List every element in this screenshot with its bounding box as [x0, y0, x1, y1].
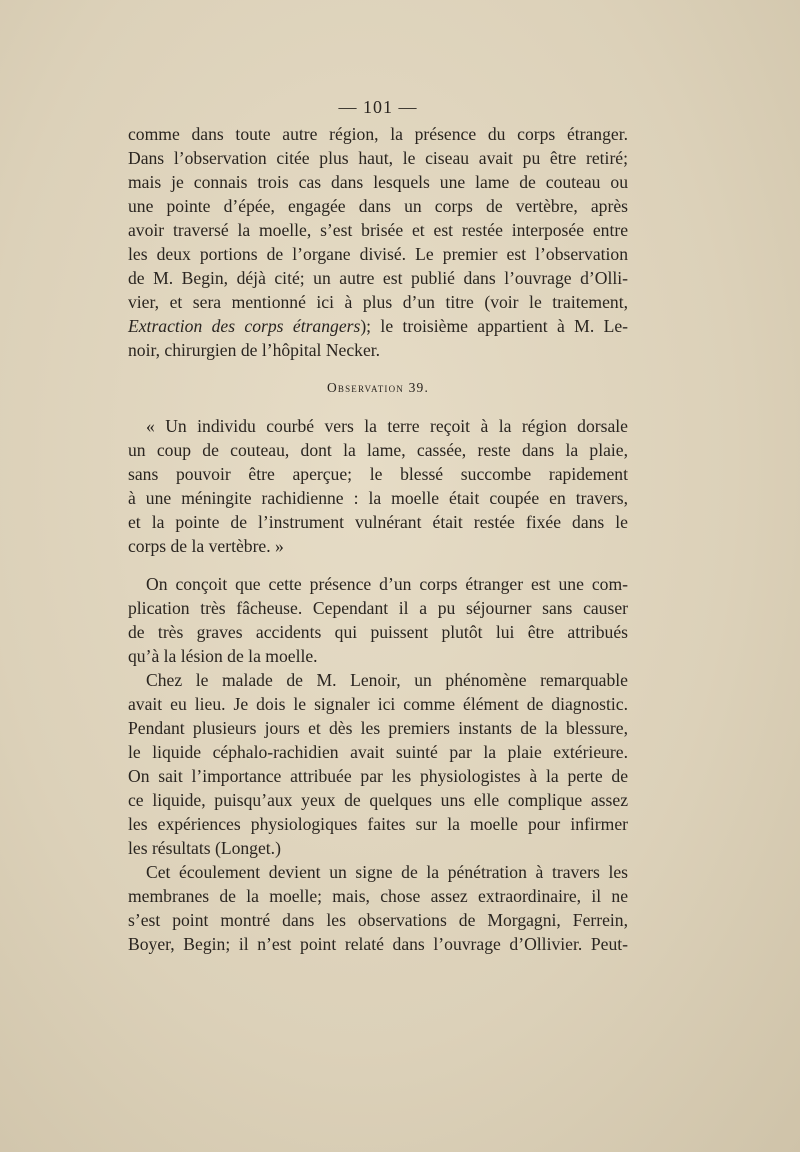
- italic-title: Extraction des corps étrangers: [128, 316, 361, 336]
- paragraph-4: [128, 860, 628, 956]
- text-line: les résultats (Longet.): [128, 838, 281, 858]
- text-line: Cet écoulement devient un signe de la pénétration à travers les: [146, 862, 628, 882]
- text-line: s’est point montré dans les observations de Morgagni, Ferrein,: [128, 910, 628, 930]
- text-line: membranes de la moelle; mais, chose assez extraordinaire, il ne: [128, 886, 628, 906]
- text-fragment: ); le troisième appartient à M. Le-: [360, 316, 628, 336]
- text-line: les deux portions de l’organe divisé. Le premier est l’observation: [128, 244, 628, 264]
- paragraph-2: [128, 572, 628, 668]
- text-line: Boyer, Begin; il n’est point relaté dans l’ouvrage d’Ollivier. Peut-: [128, 934, 628, 954]
- paragraph-1: [128, 122, 628, 362]
- text-line: avait eu lieu. Je dois le signaler ici comme élément de diagnostic.: [128, 694, 628, 714]
- text-line: un coup de couteau, dont la lame, cassée, reste dans la plaie,: [128, 440, 628, 460]
- text-line: une pointe d’épée, engagée dans un corps de vertèbre, après: [128, 196, 628, 216]
- text-line: « Un individu courbé vers la terre reçoit à la région dorsale: [146, 416, 628, 436]
- text-line: les expériences physiologiques faites sur la moelle pour infirmer: [128, 814, 628, 834]
- text-line: ce liquide, puisqu’aux yeux de quelques uns elle complique assez: [128, 790, 628, 810]
- text-line: corps de la vertèbre. »: [128, 536, 284, 556]
- text-line: plication très fâcheuse. Cependant il a pu séjourner sans causer: [128, 598, 628, 618]
- text-line: Pendant plusieurs jours et dès les premiers instants de la blessure,: [128, 718, 628, 738]
- text-line: On conçoit que cette présence d’un corps étranger est une com-: [146, 574, 628, 594]
- text-line: mais je connais trois cas dans lesquels une lame de couteau ou: [128, 172, 628, 192]
- text-line: vier, et sera mentionné ici à plus d’un titre (voir le traitement,: [128, 292, 628, 312]
- text-line: et la pointe de l’instrument vulnérant était restée fixée dans le: [128, 512, 628, 532]
- observation-heading: Observation 39.: [326, 380, 430, 395]
- text-line: On sait l’importance attribuée par les physiologistes à la perte de: [128, 766, 628, 786]
- text-line: de très graves accidents qui puissent plutôt lui être attribués: [128, 622, 628, 642]
- text-line: avoir traversé la moelle, s’est brisée et est restée interposée entre: [128, 220, 628, 240]
- page-number: — 101 —: [338, 97, 418, 117]
- text-line: à une méningite rachidienne : la moelle était coupée en travers,: [128, 488, 628, 508]
- text-line: le liquide céphalo-rachidien avait suinté par la plaie extérieure.: [128, 742, 628, 762]
- paragraph-3: [128, 668, 628, 860]
- text-line: qu’à la lésion de la moelle.: [128, 646, 318, 666]
- text-block: [128, 92, 628, 956]
- text-line: [128, 314, 628, 338]
- text-line: sans pouvoir être aperçue; le blessé succombe rapidement: [128, 464, 628, 484]
- text-line: comme dans toute autre région, la présence du corps étranger.: [128, 124, 628, 144]
- text-line: Chez le malade de M. Lenoir, un phénomène remarquable: [146, 670, 628, 690]
- text-line: noir, chirurgien de l’hôpital Necker.: [128, 340, 381, 360]
- quote-paragraph: [128, 414, 628, 558]
- text-line: de M. Begin, déjà cité; un autre est publié dans l’ouvrage d’Olli-: [128, 268, 628, 288]
- text-line: Dans l’observation citée plus haut, le ciseau avait pu être retiré;: [128, 148, 628, 168]
